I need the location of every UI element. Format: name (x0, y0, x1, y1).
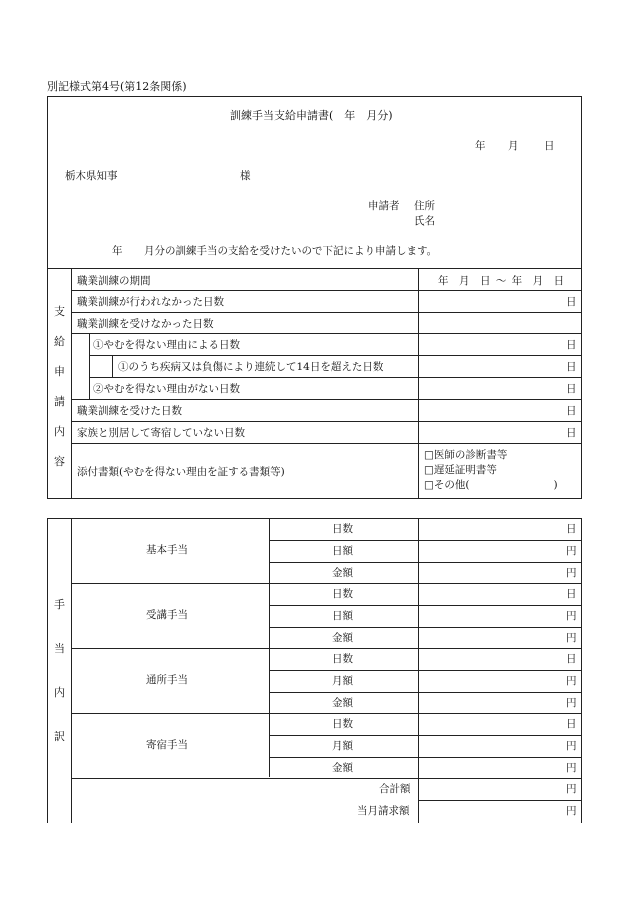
row-label-justified-absence: ①やむを得ない理由による日数 (93, 339, 240, 351)
app-side-char: 申 (54, 365, 65, 378)
name-label: 氏名 (414, 215, 435, 227)
total-label: 合計額 (379, 783, 411, 795)
unit-day: 日 (566, 383, 577, 395)
addressee-sama: 様 (240, 170, 251, 182)
statement-year: 年 (112, 245, 123, 257)
row-label-training-period: 職業訓練の期間 (77, 275, 151, 287)
unit-day: 日 (566, 339, 577, 351)
allowance-item: 金額 (332, 567, 353, 579)
row-label-attended-days: 職業訓練を受けた日数 (77, 405, 182, 417)
app-side-char: 容 (54, 455, 65, 468)
allow-side-char: 当 (54, 642, 65, 655)
allowance-item: 日数 (332, 588, 353, 600)
allowance-item: 日数 (332, 718, 353, 730)
attachment-other: □その他( ) (424, 479, 558, 491)
row-label-no-training-days: 職業訓練が行われなかった日数 (77, 296, 224, 308)
allowance-name-course: 受講手当 (146, 609, 188, 621)
date-month: 月 (508, 140, 519, 152)
claim-label: 当月請求額 (357, 805, 410, 817)
allowance-item: 金額 (332, 697, 353, 709)
allowance-unit: 円 (566, 632, 577, 644)
unit-day: 日 (566, 296, 577, 308)
allowance-item: 日額 (332, 545, 353, 557)
allowance-unit: 日 (566, 523, 577, 535)
unit-day: 日 (566, 405, 577, 417)
allowance-name-commute: 通所手当 (146, 674, 188, 686)
allowance-unit: 円 (566, 567, 577, 579)
addressee: 栃木県知事 (65, 170, 118, 182)
allowance-item: 月額 (332, 675, 353, 687)
address-label: 住所 (414, 200, 435, 212)
allowance-unit: 日 (566, 653, 577, 665)
allowance-item: 金額 (332, 632, 353, 644)
form-title: 訓練手当支給申請書( 年 月分) (230, 109, 393, 122)
statement-text: 月分の訓練手当の支給を受けたいので下記により申請します。 (144, 245, 438, 257)
app-side-char: 支 (54, 305, 65, 318)
date-year: 年 (475, 140, 486, 152)
allowance-unit: 日 (566, 588, 577, 600)
unit-day: 日 (566, 361, 577, 373)
allowance-item: 日数 (332, 653, 353, 665)
date-day: 日 (544, 140, 555, 152)
row-label-unjustified-absence: ②やむを得ない理由がない日数 (93, 383, 240, 395)
applicant-label: 申請者 (368, 200, 400, 212)
row-label-not-boarding-days: 家族と別居して寄宿していない日数 (77, 427, 245, 439)
allowance-name-basic: 基本手当 (146, 544, 188, 556)
attachment-delay-certificate: □遅延証明書等 (424, 464, 497, 476)
allowance-item: 日額 (332, 610, 353, 622)
attachment-medical-certificate: □医師の診断書等 (424, 449, 508, 461)
row-label-absent-days: 職業訓練を受けなかった日数 (77, 318, 214, 330)
app-side-char: 給 (54, 335, 65, 348)
unit-day: 日 (566, 427, 577, 439)
allowance-unit: 円 (566, 610, 577, 622)
allowance-item: 金額 (332, 762, 353, 774)
allow-side-char: 内 (54, 686, 65, 699)
training-period-value: 年 月 日 ～ 年 月 日 (438, 275, 565, 287)
form-label: 別記様式第4号(第12条関係) (47, 80, 187, 93)
total-unit: 円 (566, 783, 577, 795)
claim-unit: 円 (566, 805, 577, 817)
app-side-char: 内 (54, 425, 65, 438)
allowance-unit: 円 (566, 762, 577, 774)
allowance-item: 月額 (332, 740, 353, 752)
allowance-unit: 円 (566, 675, 577, 687)
row-label-illness-days: ①のうち疾病又は負傷により連続して14日を超えた日数 (118, 361, 384, 373)
allow-side-char: 手 (54, 598, 65, 611)
allowance-unit: 円 (566, 740, 577, 752)
allow-side-char: 訳 (54, 730, 65, 743)
allowance-unit: 円 (566, 697, 577, 709)
app-side-char: 請 (54, 395, 65, 408)
allowance-name-boarding: 寄宿手当 (146, 739, 188, 751)
allowance-unit: 日 (566, 718, 577, 730)
allowance-unit: 円 (566, 545, 577, 557)
row-label-attachments: 添付書類(やむを得ない理由を証する書類等) (77, 466, 285, 478)
allowance-item: 日数 (332, 523, 353, 535)
